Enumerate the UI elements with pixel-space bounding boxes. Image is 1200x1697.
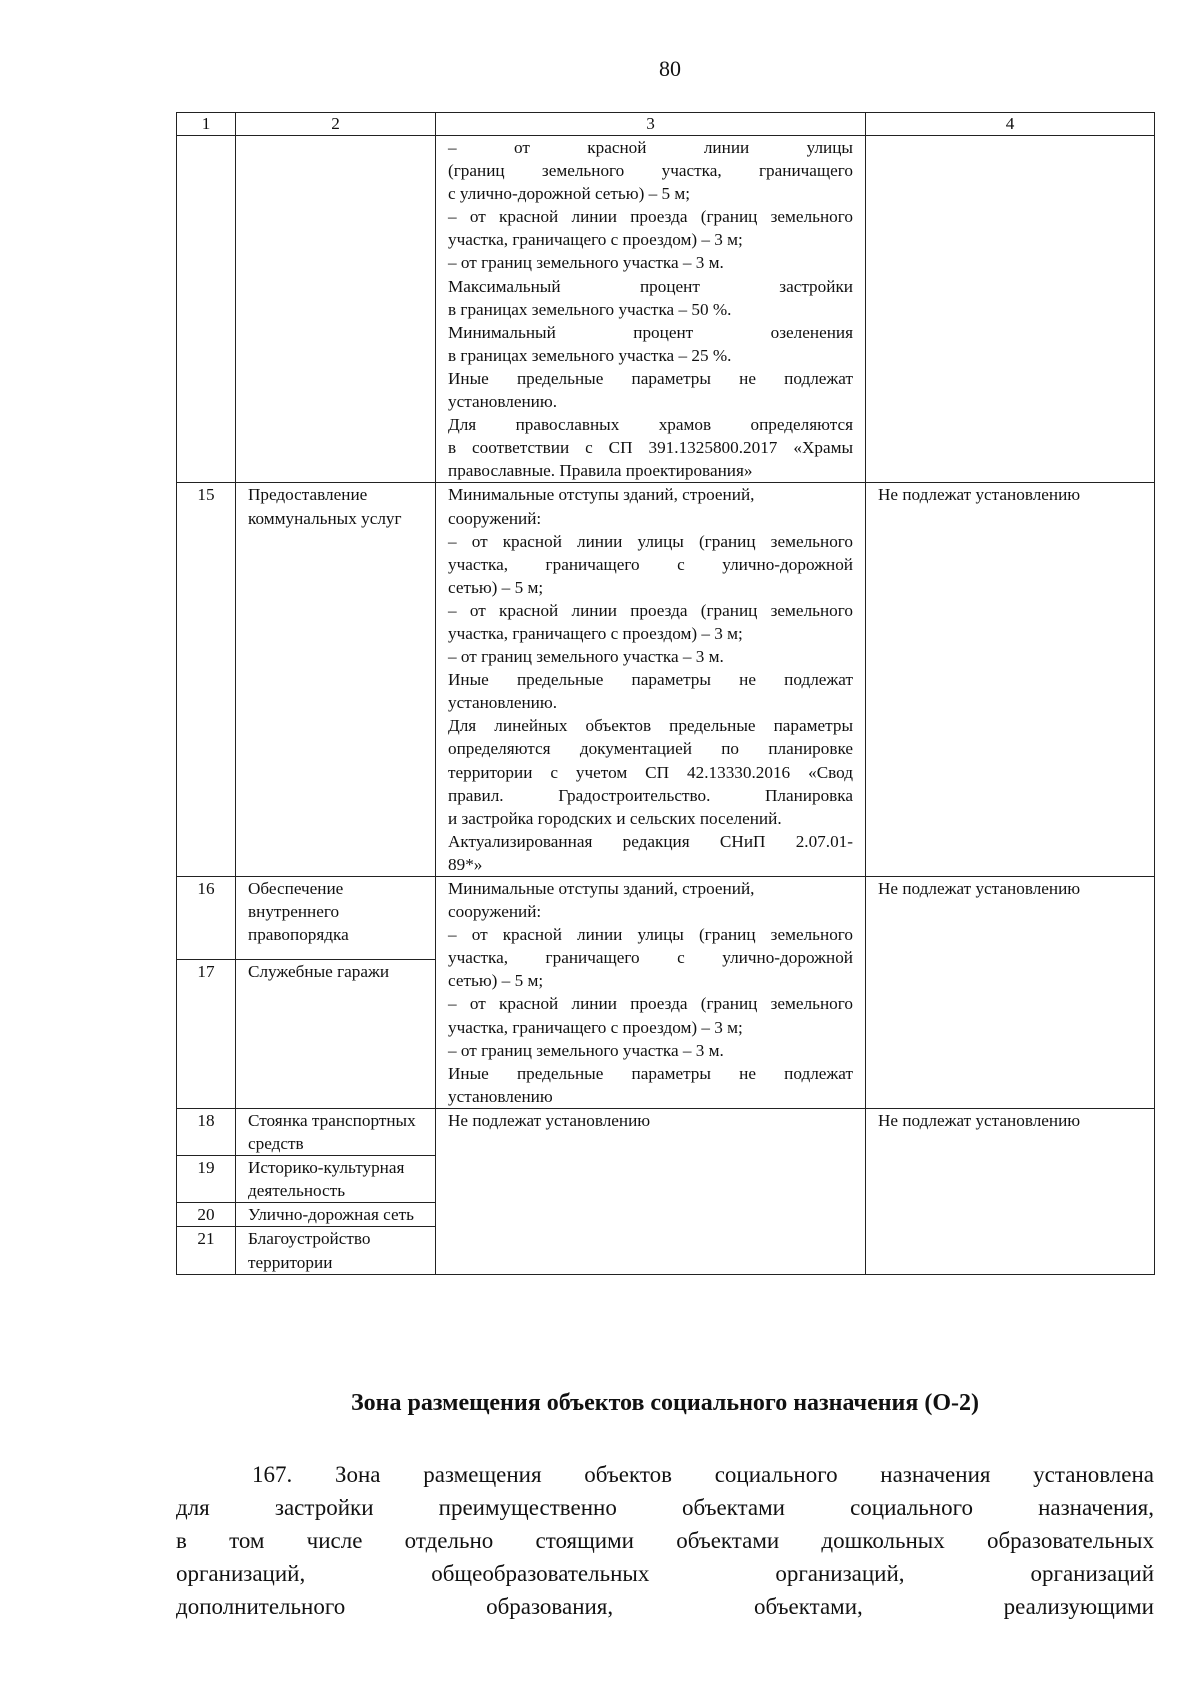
header-col-3: 3	[436, 113, 866, 136]
table-row-15	[177, 483, 1155, 877]
table-row-16	[177, 877, 1155, 960]
continuation-params	[436, 136, 866, 483]
paragraph-167	[176, 1458, 1154, 1623]
use-type-name: Служебные гаражи	[236, 959, 436, 1108]
cell-text-line: Иные предельные параметры не подлежат	[448, 670, 853, 690]
cell-text-line: сетью) – 5 м;	[448, 577, 544, 597]
paragraph-line: организаций, общеобразовательных организаций, организаций	[176, 1561, 1154, 1586]
cell-text-line: участка, граничащего с улично-дорожной	[448, 554, 853, 574]
cell-text-line: установлению	[448, 1086, 553, 1106]
row-18-21-col3: Не подлежат установлению	[436, 1108, 866, 1274]
row-number: 18	[177, 1108, 236, 1155]
regulations-table	[176, 112, 1155, 1275]
cell-text-line: православные. Правила проектирования»	[448, 461, 753, 481]
cell-text-line: – от красной линии улицы (границ земельного	[448, 925, 853, 945]
row-16-17-col4: Не подлежат установлению	[866, 877, 1155, 1109]
header-col-4: 4	[866, 113, 1155, 136]
paragraph-line: в том числе отдельно стоящими объектами дошкольных образовательных	[176, 1528, 1154, 1553]
cell-text-line: участка, граничащего с проездом) – 3 м;	[448, 1017, 743, 1037]
cell-text-line: и застройка городских и сельских поселений.	[448, 808, 782, 828]
cell-text-line: – от границ земельного участка – 3 м.	[448, 253, 724, 273]
row-number: 21	[177, 1227, 236, 1274]
cell-text-line: с улично-дорожной сетью) – 5 м;	[448, 184, 691, 204]
cell-text-line: Для православных храмов определяются	[448, 415, 853, 435]
use-type-name: Улично-дорожная сеть	[236, 1203, 436, 1227]
header-col-2: 2	[236, 113, 436, 136]
cell-text-line: в границах земельного участка – 25 %.	[448, 345, 732, 365]
cell-text-line: Иные предельные параметры не подлежат	[448, 368, 853, 388]
row-number: 20	[177, 1203, 236, 1227]
row-18-21-col4: Не подлежат установлению	[866, 1108, 1155, 1274]
cell-text-line: Минимальные отступы зданий, строений,	[448, 485, 755, 505]
row-number: 17	[177, 959, 236, 1108]
cell-text-line: правил. Градостроительство. Планировка	[448, 785, 853, 805]
cell-text-line: – от красной линии улицы (границ земельного	[448, 531, 853, 551]
cell-text-line: в соответствии с СП 391.1325800.2017 «Храмы	[448, 438, 853, 458]
cell-text-line: – от красной линии проезда (границ земельного	[448, 207, 853, 227]
cell-text-line: – от границ земельного участка – 3 м.	[448, 1040, 724, 1060]
table-row-18	[177, 1108, 1155, 1155]
cell-text-line: участка, граничащего с проездом) – 3 м;	[448, 623, 743, 643]
page-number: 80	[659, 56, 681, 81]
cell-text-line: Минимальный процент озеленения	[448, 322, 853, 342]
cell-text-line: сооружений:	[448, 508, 542, 528]
row-15-params	[436, 483, 866, 877]
section-heading: Зона размещения объектов социального назначения (О-2)	[350, 1390, 980, 1416]
cell-text-line: (границ земельного участка, граничащего	[448, 161, 853, 181]
cell-text-line: Актуализированная редакция СНиП 2.07.01-	[448, 831, 853, 851]
cell-text-line: – от границ земельного участка – 3 м.	[448, 647, 724, 667]
row-16-17-params	[436, 877, 866, 1109]
cell-text-line: – от красной линии проезда (границ земельного	[448, 600, 853, 620]
use-type-name: Стоянка транспортных средств	[236, 1108, 436, 1155]
use-type-name: Историко-культурная деятельность	[236, 1156, 436, 1203]
cell-text-line: сетью) – 5 м;	[448, 971, 544, 991]
cell-text-line: Для линейных объектов предельные параметры	[448, 716, 853, 736]
use-type-name: Благоустройство территории	[236, 1227, 436, 1274]
paragraph-line: дополнительного образования, объектами, реализующими	[176, 1594, 1154, 1619]
table-row-continuation	[177, 136, 1155, 483]
paragraph-line: для застройки преимущественно объектами социального назначения,	[176, 1495, 1154, 1520]
cell-text-line: определяются документацией по планировке	[448, 739, 853, 759]
cell-text-line: Максимальный процент застройки	[448, 276, 853, 296]
row-15-col4: Не подлежат установлению	[866, 483, 1155, 877]
cell-text-line: – от красной линии улицы	[448, 138, 853, 157]
cell-text-line: Минимальные отступы зданий, строений,	[448, 879, 755, 898]
row-number: 19	[177, 1156, 236, 1203]
cell-text-line: установлению.	[448, 392, 557, 412]
table-header-row	[177, 113, 1155, 136]
use-type-name: Обеспечение внутреннего правопорядка	[236, 877, 436, 960]
cell-text-line: участка, граничащего с проездом) – 3 м;	[448, 230, 743, 250]
cell-text-line: установлению.	[448, 693, 557, 713]
cell-text-line: сооружений:	[448, 902, 542, 922]
row-number: 15	[177, 483, 236, 877]
cell-text-line: Иные предельные параметры не подлежат	[448, 1063, 853, 1083]
paragraph-line: 167. Зона размещения объектов социального назначения установлена	[252, 1462, 1154, 1487]
header-col-1: 1	[177, 113, 236, 136]
cell-text-line: участка, граничащего с улично-дорожной	[448, 948, 853, 968]
cell-text-line: – от красной линии проезда (границ земельного	[448, 994, 853, 1014]
cell-text-line: 89*»	[448, 854, 483, 874]
row-number: 16	[177, 877, 236, 960]
cell-text-line: в границах земельного участка – 50 %.	[448, 299, 732, 319]
use-type-name: Предоставление коммунальных услуг	[236, 483, 436, 877]
cell-text-line: территории с учетом СП 42.13330.2016 «Свод	[448, 762, 853, 782]
